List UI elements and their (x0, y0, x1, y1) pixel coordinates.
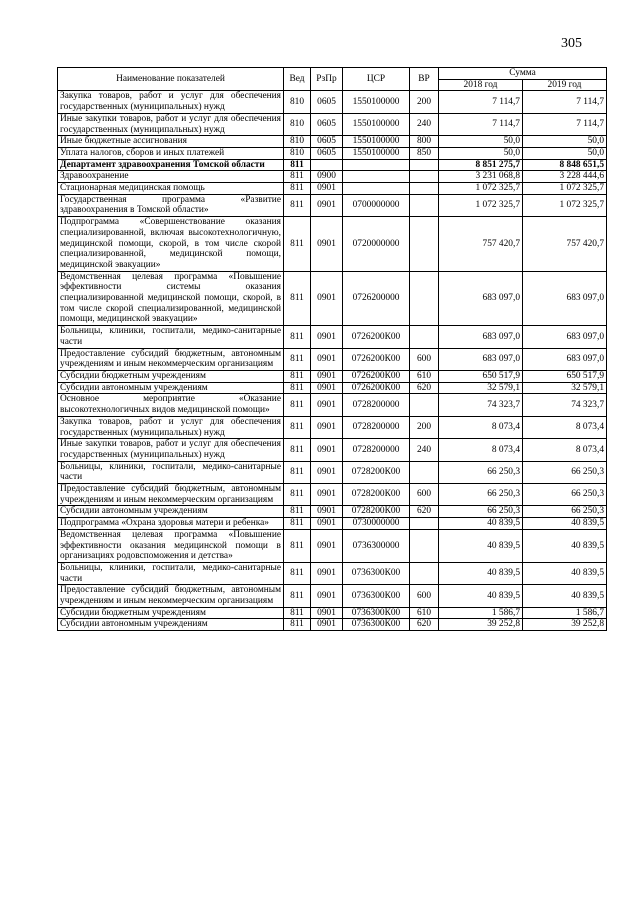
row-ved: 811 (284, 194, 311, 216)
row-vr: 800 (410, 136, 439, 148)
table-row (58, 382, 607, 394)
row-name: Субсидии бюджетным учреждениям (58, 370, 284, 382)
row-name: Больницы, клиники, госпитали, медико-санитарные части (58, 326, 284, 348)
row-ved: 811 (284, 416, 311, 438)
row-sum-2018: 40 839,5 (439, 562, 523, 584)
table-row (58, 619, 607, 631)
table-row (58, 271, 607, 326)
row-ved: 810 (284, 147, 311, 159)
row-sum-2018: 50,0 (439, 136, 523, 148)
header-vr: ВР (410, 68, 439, 91)
row-sum-2019: 66 250,3 (523, 461, 607, 483)
row-vr: 240 (410, 113, 439, 135)
row-csr: 0728200000 (343, 439, 410, 461)
row-name: Основное мероприятие «Оказание высокотехнологичных видов медицинской помощи» (58, 394, 284, 416)
table-row (58, 439, 607, 461)
table-body (58, 91, 607, 631)
header-rzpr: РзПр (311, 68, 343, 91)
budget-table (57, 67, 607, 631)
table-row (58, 416, 607, 438)
row-csr: 0726200К00 (343, 326, 410, 348)
row-name: Предоставление субсидий бюджетным, автономным учреждениям и иным некоммерческим организациям (58, 348, 284, 370)
row-vr: 200 (410, 91, 439, 113)
row-rzpr: 0901 (311, 619, 343, 631)
row-ved: 811 (284, 506, 311, 518)
table-row (58, 394, 607, 416)
row-vr: 620 (410, 506, 439, 518)
row-name: Субсидии автономным учреждениям (58, 506, 284, 518)
row-name: Подпрограмма «Охрана здоровья матери и ребенка» (58, 518, 284, 530)
table-row (58, 147, 607, 159)
row-csr: 0736300К00 (343, 585, 410, 607)
row-vr (410, 271, 439, 326)
table-row (58, 518, 607, 530)
row-sum-2019: 1 072 325,7 (523, 183, 607, 195)
table-row (58, 326, 607, 348)
row-ved: 811 (284, 562, 311, 584)
page-number: 305 (561, 36, 582, 51)
row-vr: 620 (410, 382, 439, 394)
row-sum-2018: 66 250,3 (439, 461, 523, 483)
row-sum-2018: 32 579,1 (439, 382, 523, 394)
row-csr: 0728200К00 (343, 506, 410, 518)
row-vr: 610 (410, 370, 439, 382)
table-row (58, 159, 607, 171)
table-row (58, 136, 607, 148)
row-sum-2019: 39 252,8 (523, 619, 607, 631)
row-rzpr: 0901 (311, 271, 343, 326)
row-vr: 200 (410, 416, 439, 438)
row-rzpr: 0901 (311, 518, 343, 530)
row-ved: 811 (284, 607, 311, 619)
row-csr (343, 183, 410, 195)
row-vr (410, 183, 439, 195)
row-ved: 811 (284, 171, 311, 183)
row-csr: 0728200000 (343, 394, 410, 416)
row-sum-2018: 1 072 325,7 (439, 194, 523, 216)
row-rzpr: 0901 (311, 370, 343, 382)
row-csr: 1550100000 (343, 91, 410, 113)
row-sum-2018: 3 231 068,8 (439, 171, 523, 183)
row-sum-2019: 74 323,7 (523, 394, 607, 416)
row-csr (343, 159, 410, 171)
table-row (58, 562, 607, 584)
row-ved: 810 (284, 91, 311, 113)
row-name: Субсидии автономным учреждениям (58, 619, 284, 631)
row-ved: 811 (284, 585, 311, 607)
table-row (58, 171, 607, 183)
row-sum-2018: 650 517,9 (439, 370, 523, 382)
row-sum-2018: 8 073,4 (439, 439, 523, 461)
row-csr: 0736300К00 (343, 619, 410, 631)
row-csr: 0728200000 (343, 416, 410, 438)
row-sum-2019: 683 097,0 (523, 271, 607, 326)
row-ved: 811 (284, 529, 311, 562)
table-row (58, 506, 607, 518)
row-ved: 811 (284, 370, 311, 382)
row-rzpr: 0901 (311, 217, 343, 272)
row-ved: 811 (284, 619, 311, 631)
row-csr: 0726200К00 (343, 348, 410, 370)
row-rzpr: 0901 (311, 183, 343, 195)
row-csr: 0726200К00 (343, 370, 410, 382)
row-name: Подпрограмма «Совершенствование оказания специализированной, включая высокотехнологичную, медицинской помощи, скорой, в том числе скорой специализированной, медицинской помощи, медицинской эвакуации» (58, 217, 284, 272)
row-rzpr: 0901 (311, 394, 343, 416)
row-rzpr: 0901 (311, 562, 343, 584)
row-name: Закупка товаров, работ и услуг для обеспечения государственных (муниципальных) нужд (58, 416, 284, 438)
row-rzpr: 0901 (311, 416, 343, 438)
row-sum-2019: 683 097,0 (523, 326, 607, 348)
row-sum-2019: 50,0 (523, 136, 607, 148)
table-row (58, 91, 607, 113)
table-row (58, 529, 607, 562)
row-rzpr: 0605 (311, 136, 343, 148)
row-rzpr: 0901 (311, 585, 343, 607)
row-sum-2019: 66 250,3 (523, 484, 607, 506)
row-sum-2018: 50,0 (439, 147, 523, 159)
table-row (58, 585, 607, 607)
row-name: Ведомственная целевая программа «Повышение эффективности оказания медицинской помощи в организациях родовспоможения и детства» (58, 529, 284, 562)
row-csr: 1550100000 (343, 147, 410, 159)
row-ved: 811 (284, 183, 311, 195)
row-sum-2019: 1 586,7 (523, 607, 607, 619)
row-sum-2018: 8 851 275,7 (439, 159, 523, 171)
row-vr (410, 562, 439, 584)
table-row (58, 217, 607, 272)
row-sum-2019: 8 073,4 (523, 439, 607, 461)
row-sum-2018: 8 073,4 (439, 416, 523, 438)
row-rzpr: 0901 (311, 529, 343, 562)
row-name: Субсидии бюджетным учреждениям (58, 607, 284, 619)
row-name: Предоставление субсидий бюджетным, автономным учреждениям и иным некоммерческим организациям (58, 585, 284, 607)
table-row (58, 461, 607, 483)
row-name: Иные закупки товаров, работ и услуг для обеспечения государственных (муниципальных) нужд (58, 113, 284, 135)
row-ved: 811 (284, 271, 311, 326)
row-name: Предоставление субсидий бюджетным, автономным учреждениям и иным некоммерческим организациям (58, 484, 284, 506)
row-sum-2019: 40 839,5 (523, 529, 607, 562)
row-sum-2019: 40 839,5 (523, 518, 607, 530)
row-name: Ведомственная целевая программа «Повышение эффективности системы оказания специализированной медицинской помощи, скорой, в том числе скорой специализированной, медицинской помощи, медицинской эвакуации» (58, 271, 284, 326)
row-name: Департамент здравоохранения Томской области (58, 159, 284, 171)
row-vr: 620 (410, 619, 439, 631)
row-rzpr: 0901 (311, 439, 343, 461)
row-csr: 0736300000 (343, 529, 410, 562)
row-ved: 811 (284, 159, 311, 171)
row-ved: 811 (284, 461, 311, 483)
row-vr (410, 171, 439, 183)
row-name: Больницы, клиники, госпитали, медико-санитарные части (58, 562, 284, 584)
row-vr: 600 (410, 348, 439, 370)
row-csr: 0728200К00 (343, 461, 410, 483)
row-vr (410, 326, 439, 348)
row-name: Иные закупки товаров, работ и услуг для обеспечения государственных (муниципальных) нужд (58, 439, 284, 461)
row-sum-2019: 683 097,0 (523, 348, 607, 370)
row-name: Субсидии автономным учреждениям (58, 382, 284, 394)
row-name: Стационарная медицинская помощь (58, 183, 284, 195)
row-csr: 0736300К00 (343, 607, 410, 619)
row-sum-2018: 39 252,8 (439, 619, 523, 631)
table-row (58, 194, 607, 216)
row-rzpr: 0901 (311, 194, 343, 216)
row-csr: 1550100000 (343, 136, 410, 148)
header-ved: Вед (284, 68, 311, 91)
row-ved: 811 (284, 484, 311, 506)
row-rzpr: 0605 (311, 91, 343, 113)
row-csr: 0736300К00 (343, 562, 410, 584)
row-sum-2018: 683 097,0 (439, 348, 523, 370)
table-row (58, 607, 607, 619)
row-csr (343, 171, 410, 183)
row-sum-2019: 1 072 325,7 (523, 194, 607, 216)
row-name: Закупка товаров, работ и услуг для обеспечения государственных (муниципальных) нужд (58, 91, 284, 113)
row-csr: 0726200000 (343, 271, 410, 326)
row-sum-2019: 66 250,3 (523, 506, 607, 518)
table-header (58, 68, 607, 91)
row-ved: 811 (284, 348, 311, 370)
row-vr (410, 159, 439, 171)
header-year-2019: 2019 год (523, 79, 607, 91)
row-rzpr: 0901 (311, 607, 343, 619)
row-sum-2019: 650 517,9 (523, 370, 607, 382)
row-ved: 810 (284, 136, 311, 148)
row-ved: 810 (284, 113, 311, 135)
table-row (58, 183, 607, 195)
row-csr: 0700000000 (343, 194, 410, 216)
row-sum-2018: 74 323,7 (439, 394, 523, 416)
row-rzpr: 0901 (311, 382, 343, 394)
row-sum-2018: 1 586,7 (439, 607, 523, 619)
row-rzpr: 0901 (311, 348, 343, 370)
row-sum-2018: 66 250,3 (439, 484, 523, 506)
row-sum-2018: 757 420,7 (439, 217, 523, 272)
row-sum-2019: 8 848 651,5 (523, 159, 607, 171)
row-rzpr (311, 159, 343, 171)
row-sum-2019: 40 839,5 (523, 585, 607, 607)
row-csr: 0720000000 (343, 217, 410, 272)
row-vr (410, 461, 439, 483)
header-csr: ЦСР (343, 68, 410, 91)
header-year-2018: 2018 год (439, 79, 523, 91)
row-sum-2019: 50,0 (523, 147, 607, 159)
row-sum-2018: 40 839,5 (439, 585, 523, 607)
row-ved: 811 (284, 217, 311, 272)
row-ved: 811 (284, 439, 311, 461)
row-vr (410, 529, 439, 562)
row-name: Уплата налогов, сборов и иных платежей (58, 147, 284, 159)
row-name: Иные бюджетные ассигнования (58, 136, 284, 148)
row-vr: 610 (410, 607, 439, 619)
row-sum-2019: 7 114,7 (523, 113, 607, 135)
row-sum-2018: 66 250,3 (439, 506, 523, 518)
row-csr: 1550100000 (343, 113, 410, 135)
header-name: Наименование показателей (58, 68, 284, 91)
row-ved: 811 (284, 394, 311, 416)
row-name: Государственная программа «Развитие здравоохранения в Томской области» (58, 194, 284, 216)
row-ved: 811 (284, 382, 311, 394)
row-sum-2019: 7 114,7 (523, 91, 607, 113)
row-csr: 0726200К00 (343, 382, 410, 394)
row-sum-2019: 3 228 444,6 (523, 171, 607, 183)
row-ved: 811 (284, 326, 311, 348)
row-sum-2018: 683 097,0 (439, 326, 523, 348)
row-sum-2018: 7 114,7 (439, 113, 523, 135)
row-rzpr: 0605 (311, 113, 343, 135)
row-rzpr: 0901 (311, 484, 343, 506)
row-csr: 0730000000 (343, 518, 410, 530)
row-sum-2018: 40 839,5 (439, 529, 523, 562)
row-rzpr: 0901 (311, 506, 343, 518)
row-sum-2018: 7 114,7 (439, 91, 523, 113)
row-sum-2018: 1 072 325,7 (439, 183, 523, 195)
table-row (58, 113, 607, 135)
row-vr: 600 (410, 484, 439, 506)
row-vr (410, 217, 439, 272)
row-sum-2018: 683 097,0 (439, 271, 523, 326)
row-rzpr: 0605 (311, 147, 343, 159)
header-sum: Сумма (439, 68, 607, 80)
table-row (58, 370, 607, 382)
row-sum-2019: 8 073,4 (523, 416, 607, 438)
row-sum-2018: 40 839,5 (439, 518, 523, 530)
row-rzpr: 0900 (311, 171, 343, 183)
row-vr: 600 (410, 585, 439, 607)
row-vr: 240 (410, 439, 439, 461)
row-rzpr: 0901 (311, 326, 343, 348)
row-csr: 0728200К00 (343, 484, 410, 506)
table-row (58, 484, 607, 506)
row-sum-2019: 40 839,5 (523, 562, 607, 584)
row-name: Больницы, клиники, госпитали, медико-санитарные части (58, 461, 284, 483)
row-name: Здравоохранение (58, 171, 284, 183)
row-vr (410, 394, 439, 416)
row-vr (410, 194, 439, 216)
row-sum-2019: 757 420,7 (523, 217, 607, 272)
row-sum-2019: 32 579,1 (523, 382, 607, 394)
row-rzpr: 0901 (311, 461, 343, 483)
row-vr: 850 (410, 147, 439, 159)
row-ved: 811 (284, 518, 311, 530)
row-vr (410, 518, 439, 530)
table-row (58, 348, 607, 370)
